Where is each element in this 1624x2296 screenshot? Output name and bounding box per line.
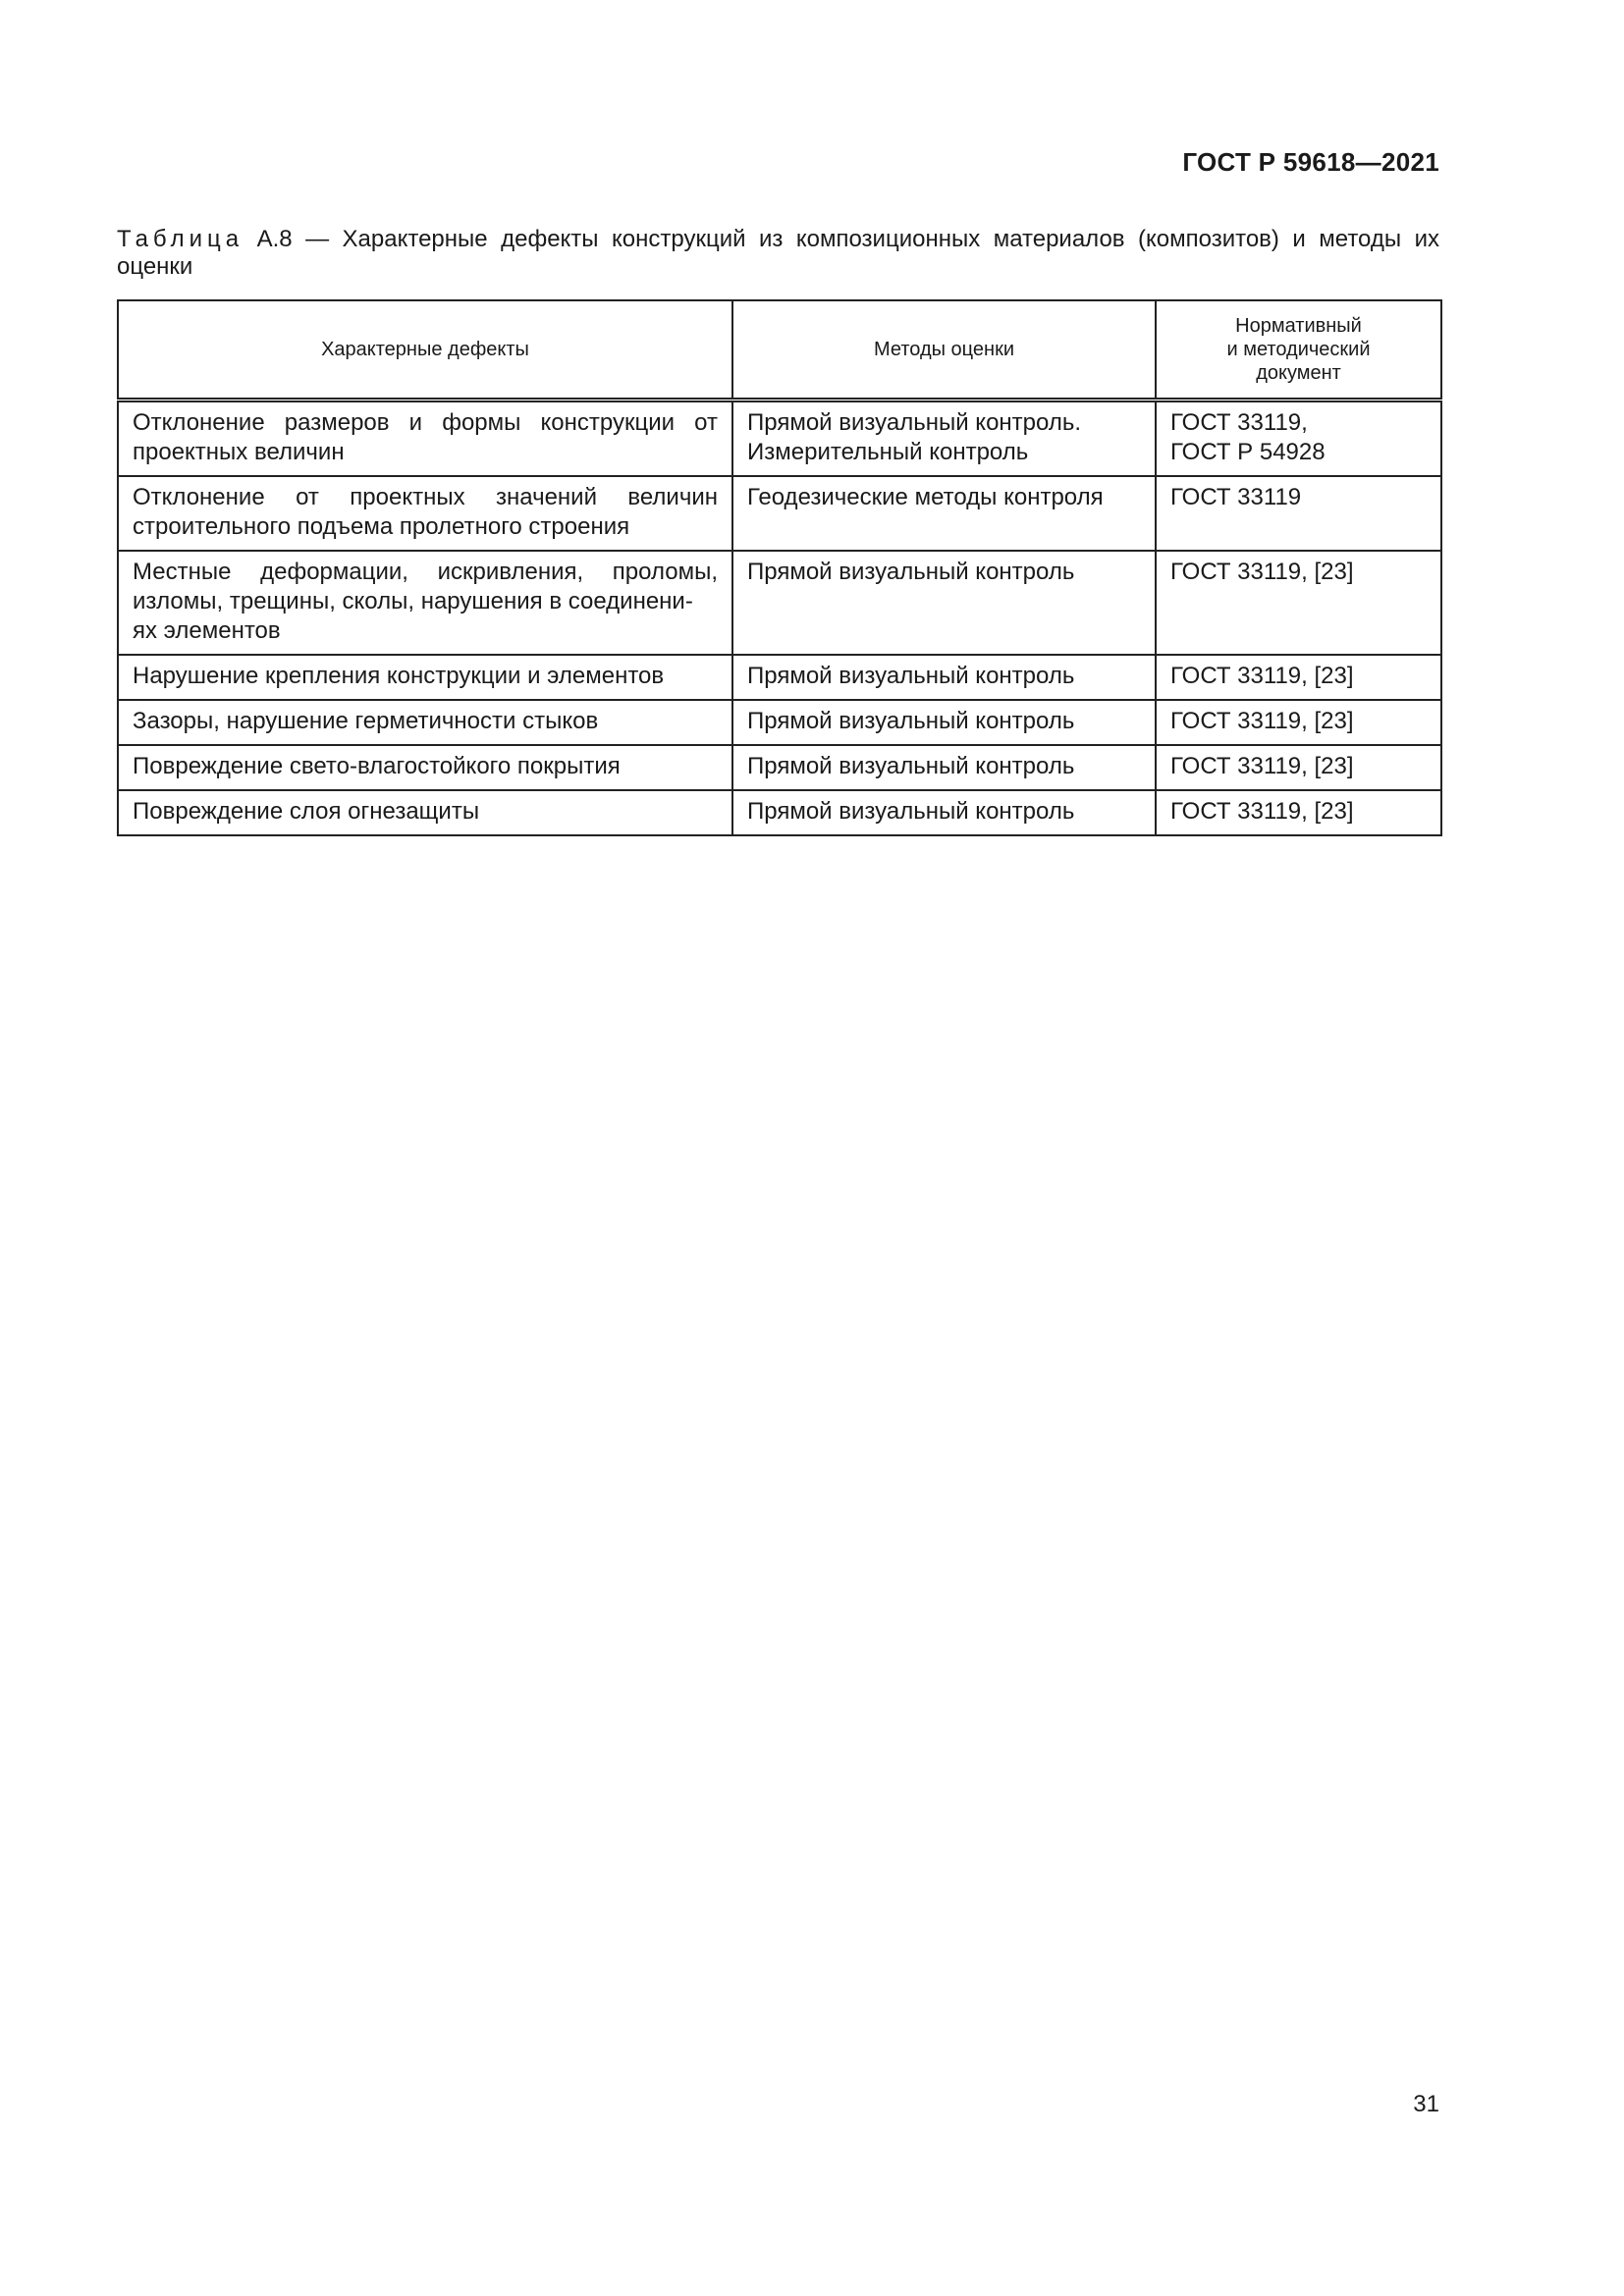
document-cell: ГОСТ 33119, [23] — [1156, 745, 1441, 790]
page-number: 31 — [1413, 2091, 1439, 2117]
document-cell: ГОСТ 33119, [23] — [1156, 790, 1441, 835]
table-row — [118, 476, 1441, 551]
document-cell: ГОСТ 33119, [23] — [1156, 700, 1441, 745]
table-row — [118, 655, 1441, 700]
column-header-methods: Методы оценки — [732, 300, 1156, 400]
defect-cell: Повреждение слоя огнезащиты — [118, 790, 732, 835]
table-row — [118, 700, 1441, 745]
table-row — [118, 551, 1441, 655]
table-row — [118, 745, 1441, 790]
defects-table — [117, 299, 1442, 836]
method-cell: Прямой визуальный контроль — [732, 655, 1156, 700]
table-caption-prefix: Таблица — [117, 226, 244, 252]
document-standard-number: ГОСТ Р 59618—2021 — [1182, 147, 1439, 177]
document-cell: ГОСТ 33119, ГОСТ Р 54928 — [1156, 400, 1441, 477]
method-cell: Прямой визуальный контроль. Измерительный контроль — [732, 400, 1156, 477]
defect-cell: Отклонение от проектных значений величин строительного подъема пролетного строения — [118, 476, 732, 551]
defect-cell: Нарушение крепления конструкции и элементов — [118, 655, 732, 700]
defect-cell: Зазоры, нарушение герметичности стыков — [118, 700, 732, 745]
table-row — [118, 790, 1441, 835]
document-cell: ГОСТ 33119, [23] — [1156, 551, 1441, 655]
method-cell: Прямой визуальный контроль — [732, 700, 1156, 745]
table-caption-title: А.8 — Характерные дефекты конструкций из композиционных материалов (композитов) и методы их оценки — [117, 226, 1439, 280]
defect-cell: Местные деформации, искривления, проломы, изломы, трещины, сколы, нарушения в соединени- ях элементов — [118, 551, 732, 655]
column-header-defects: Характерные дефекты — [118, 300, 732, 400]
column-header-document: Нормативный и методический документ — [1156, 300, 1441, 400]
table-caption — [117, 226, 1439, 281]
defect-cell: Отклонение размеров и формы конструкции от проектных величин — [118, 400, 732, 477]
document-cell: ГОСТ 33119 — [1156, 476, 1441, 551]
table-row — [118, 400, 1441, 477]
method-cell: Прямой визуальный контроль — [732, 551, 1156, 655]
defect-cell: Повреждение свето-влагостойкого покрытия — [118, 745, 732, 790]
table-header-row — [118, 300, 1441, 400]
method-cell: Прямой визуальный контроль — [732, 790, 1156, 835]
document-cell: ГОСТ 33119, [23] — [1156, 655, 1441, 700]
method-cell: Геодезические методы контроля — [732, 476, 1156, 551]
method-cell: Прямой визуальный контроль — [732, 745, 1156, 790]
